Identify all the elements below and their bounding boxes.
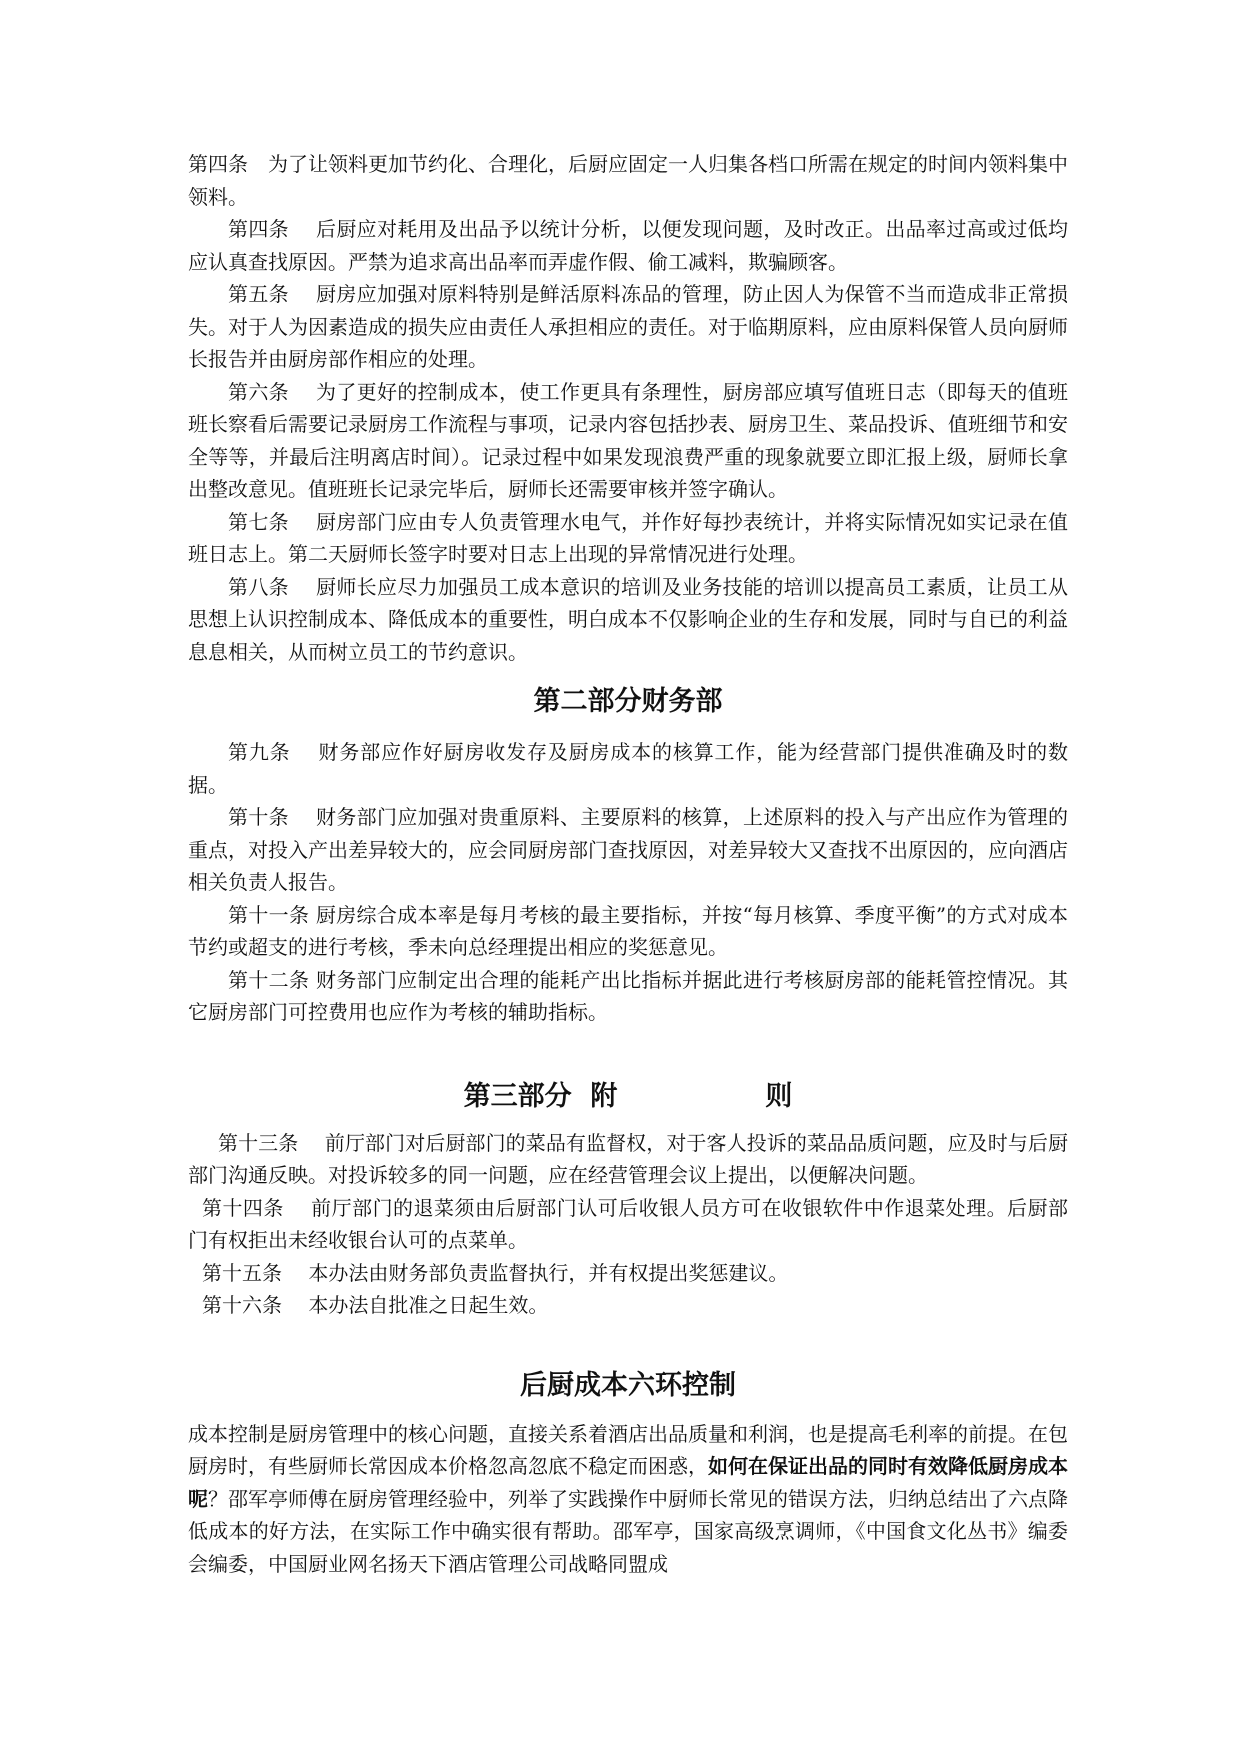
article-6: 第六条 为了更好的控制成本，使工作更具有条理性，厨房部应填写值班日志（即每天的值班班长察看后需要记录厨房工作流程与事项，记录内容包括抄表、厨房卫生、菜品投诉、值班细节和安全等等，并最后注明离店时间）。记录过程中如果发现浪费严重的现象就要立即汇报上级，厨师长拿出整改意见。值班班长记录完毕后，厨师长还需要审核并签字确认。 bbox=[188, 379, 1068, 501]
part-3-heading-right: 则 bbox=[765, 1080, 793, 1112]
six-ring-intro-part-1: 成本控制是厨房管理中的核心问题，直接关系着酒店出品质量和利润，也是提高毛利率的前提。在包厨房时，有些厨师长常因成本价格忽高忽底不稳定而困惑， bbox=[188, 1421, 1068, 1478]
article-4-second: 第四条 后厨应对耗用及出品予以统计分析，以便发现问题，及时改正。出品率过高或过低均应认真查找原因。严禁为追求高出品率而弄虚作假、偷工减料，欺骗顾客。 bbox=[188, 217, 1068, 274]
article-16: 第十六条 本办法自批准之日起生效。 bbox=[202, 1293, 549, 1317]
article-14: 第十四条 前厅部门的退菜须由后厨部门认可后收银人员方可在收银软件中作退菜处理。后厨部门有权拒出未经收银台认可的点菜单。 bbox=[188, 1195, 1068, 1252]
article-15: 第十五条 本办法由财务部负责监督执行，并有权提出奖惩建议。 bbox=[202, 1260, 789, 1285]
article-11: 第十一条 厨房综合成本率是每月考核的最主要指标，并按“每月核算、季度平衡”的方式对成本节约或超支的进行考核，季未向总经理提出相应的奖惩意见。 bbox=[188, 902, 1068, 959]
six-ring-intro bbox=[188, 1418, 1068, 1581]
article-8: 第八条 厨师长应尽力加强员工成本意识的培训及业务技能的培训以提高员工素质，让员工从思想上认识控制成本、降低成本的重要性，明白成本不仅影响企业的生存和发展，同时与自已的利益息息相关，从而树立员工的节约意识。 bbox=[188, 574, 1068, 664]
six-ring-intro-bold: 如何在保证出品的同时有效降低厨房成本呢 bbox=[188, 1454, 1068, 1511]
six-ring-intro-part-2: ？邵军亭师傅在厨房管理经验中，列举了实践操作中厨师长常见的错误方法，归纳总结出了六点降低成本的好方法，在实际工作中确实很有帮助。邵军亭，国家高级烹调师，《中国食文化丛书》编委会编委，中国厨业网名扬天下酒店管理公司战略同盟成 bbox=[188, 1486, 1068, 1576]
article-12: 第十二条 财务部门应制定出合理的能耗产出比指标并据此进行考核厨房部的能耗管控情况。其它厨房部门可控费用也应作为考核的辅助指标。 bbox=[188, 967, 1068, 1024]
article-7: 第七条 厨房部门应由专人负责管理水电气，并作好每抄表统计，并将实际情况如实记录在值班日志上。第二天厨师长签字时要对日志上出现的异常情况进行处理。 bbox=[188, 509, 1068, 566]
part-2-heading: 第二部分财务部 bbox=[533, 686, 723, 717]
article-5: 第五条 厨房应加强对原料特别是鲜活原料冻品的管理，防止因人为保管不当而造成非正常损失。对于人为因素造成的损失应由责任人承担相应的责任。对于临期原料，应由原料保管人员向厨师长报告并由厨房部作相应的处理。 bbox=[188, 282, 1068, 371]
part-3-heading bbox=[188, 1077, 1068, 1117]
article-10: 第十条 财务部门应加强对贵重原料、主要原料的核算，上述原料的投入与产出应作为管理的重点，对投入产出差异较大的，应会同厨房部门查找原因，对差异较大又查找不出原因的，应向酒店相关负责人报告。 bbox=[188, 805, 1068, 894]
six-ring-heading: 后厨成本六环控制 bbox=[520, 1369, 736, 1401]
article-9: 第九条 财务部应作好厨房收发存及厨房成本的核算工作，能为经营部门提供准确及时的数据。 bbox=[188, 740, 1068, 797]
part-3-heading-label: 第三部分 bbox=[463, 1080, 572, 1112]
article-13: 第十三条 前厅部门对后厨部门的菜品有监督权，对于客人投诉的菜品品质问题，应及时与后厨部门沟通反映。对投诉较多的同一问题，应在经营管理会议上提出，以便解决问题。 bbox=[188, 1130, 1068, 1187]
part-3-heading-mid: 附 bbox=[590, 1080, 618, 1112]
article-4-first: 第四条 为了让领料更加节约化、合理化，后厨应固定一人归集各档口所需在规定的时间内领料集中领料。 bbox=[188, 152, 1068, 209]
document-body bbox=[188, 148, 1068, 1580]
